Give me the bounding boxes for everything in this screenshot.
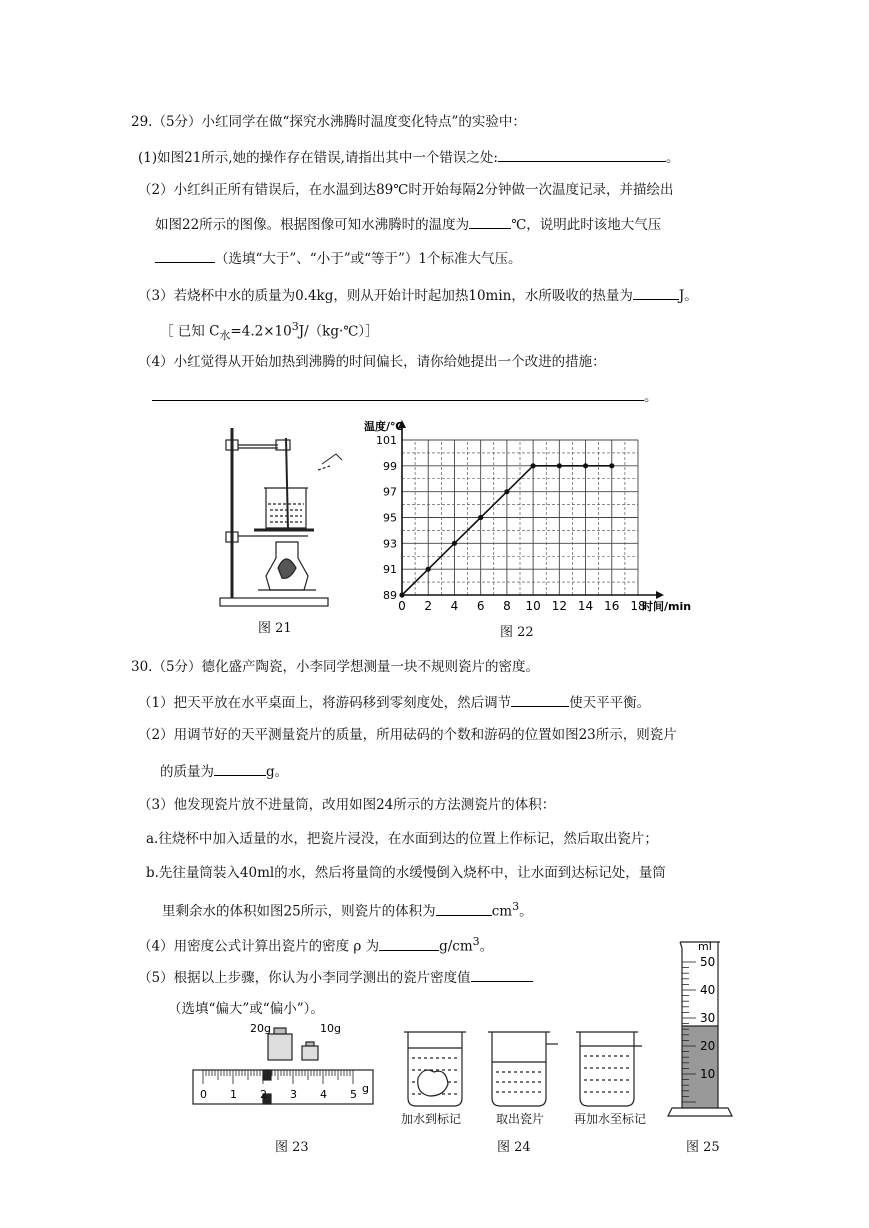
answer-blank-2[interactable]	[469, 214, 511, 229]
answer-blank-10[interactable]	[471, 967, 533, 982]
beaker-1-label: 加水到标记	[401, 1112, 462, 1126]
q30-part1: （1）把天平放在水平桌面上，将游码移到零刻度处，然后调节 使天平平衡。	[138, 692, 650, 712]
figure-22-caption: 图 22	[500, 625, 534, 640]
y-tick-label: 93	[383, 537, 397, 551]
q30-step-a: a.往烧杯中加入适量的水，把瓷片浸没，在水面到达的位置上作标记，然后取出瓷片；	[146, 831, 658, 847]
answer-blank-7[interactable]	[214, 761, 266, 776]
q29-part2-line2: 如图22所示的图像。根据图像可知水沸腾时的温度为 ℃，说明此时该地大气压	[155, 214, 661, 234]
q30-part2-line1: （2）用调节好的天平测量瓷片的质量，所用砝码的个数和游码的位置如图23所示，则瓷片	[138, 727, 677, 743]
cylinder-tick-40: 40	[700, 983, 716, 997]
figure-23-balance	[190, 1018, 380, 1108]
q29-part4: （4）小红觉得从开始加热到沸腾的时间偏长，请你给她提出一个改进的措施：	[138, 354, 606, 370]
q29-part3-line1: （3）若烧杯中水的质量为0.4kg，则从开始计时起加热10min，水所吸收的热量为 J。	[138, 285, 698, 305]
y-tick-label: 89	[383, 589, 397, 602]
y-tick-label: 99	[383, 459, 397, 473]
data-point	[478, 515, 483, 520]
y-tick-label: 91	[383, 563, 397, 577]
chart-axes	[398, 420, 664, 599]
q30-heading: 30.（5分）德化盛产陶瓷，小李同学想测量一块不规则瓷片的密度。	[131, 659, 540, 675]
x-tick-label: 2	[424, 599, 433, 613]
answer-blank-5[interactable]	[152, 386, 644, 401]
weight-20g-label: 20g	[250, 1022, 271, 1035]
x-tick-label: 12	[551, 599, 567, 613]
data-point	[531, 463, 536, 468]
x-tick-label: 18	[630, 599, 646, 613]
scale-tick-3: 3	[290, 1088, 297, 1101]
scale-unit: g	[362, 1082, 369, 1095]
figure-24-caption: 图 24	[497, 1140, 531, 1155]
q29-part2-line3: （选填“大于”、“小于”或“等于”）1个标准大气压。	[155, 248, 522, 268]
chart-grid	[402, 440, 638, 595]
x-tick-label: 16	[604, 599, 620, 613]
answer-blank-3[interactable]	[155, 248, 215, 263]
q30-part4: （4）用密度公式计算出瓷片的密度 ρ 为 $g/cm^3$。	[138, 935, 494, 955]
figure-21-apparatus	[218, 418, 348, 608]
q30-part5-line2: （选填“偏大”或“偏小”）。	[168, 1001, 324, 1017]
cylinder-tick-30: 30	[700, 1011, 716, 1025]
figure-25-cylinder	[668, 938, 738, 1118]
q30-step-b-line1: b.先往量筒装入40ml的水，然后将量筒的水缓慢倒入烧杯中，让水面到达标记处，量筒	[146, 865, 666, 881]
data-point	[583, 463, 588, 468]
answer-blank-4[interactable]	[633, 285, 679, 300]
y-tick-label: 95	[383, 511, 397, 525]
beaker-3-label: 再加水至标记	[574, 1112, 647, 1126]
x-tick-label: 4	[450, 599, 459, 613]
scale-tick-5: 5	[350, 1088, 357, 1101]
q29-part4-answer-line: 。	[152, 386, 658, 406]
answer-blank-1[interactable]	[498, 147, 666, 162]
figure-23-caption: 图 23	[275, 1140, 309, 1155]
q30-step-b-line2: 里剩余水的体积如图25所示，则瓷片的体积为 $cm^3$。	[162, 900, 533, 920]
answer-blank-8[interactable]	[436, 901, 492, 916]
weight-10g-label: 10g	[320, 1022, 341, 1035]
beaker-2-label: 取出瓷片	[496, 1112, 545, 1126]
x-tick-label: 8	[503, 599, 511, 613]
q29-part1: (1)如图21所示,她的操作存在错误,请指出其中一个错误之处: 。	[138, 147, 679, 167]
data-point	[609, 463, 614, 468]
cylinder-unit: ml	[698, 940, 712, 953]
data-point	[426, 567, 431, 572]
scale-tick-0: 0	[200, 1088, 207, 1101]
data-point	[399, 592, 404, 597]
x-tick-label: 0	[398, 599, 406, 613]
chart-x-axis-label: 时间/min	[642, 600, 692, 613]
data-point	[557, 463, 562, 468]
scale-tick-4: 4	[320, 1088, 327, 1101]
x-axis-arrow	[656, 591, 664, 599]
x-tick-label: 14	[577, 599, 594, 613]
q29-part3-line2: ［ 已知 $C_水=4.2\times 10^3J/(kg\cdot℃)]$	[160, 320, 379, 343]
figure-22-chart	[362, 418, 692, 618]
q29-heading: 29.（5分）小红同学在做“探究水沸腾时温度变化特点”的实验中：	[131, 114, 526, 130]
cylinder-tick-20: 20	[700, 1039, 716, 1053]
data-point	[452, 541, 457, 546]
scale-tick-2: 2	[260, 1088, 267, 1101]
q30-part5: （5）根据以上步骤，你认为小李同学测出的瓷片密度值	[138, 967, 533, 987]
y-tick-label: 97	[383, 485, 397, 499]
q29-part2-line1: （2）小红纠正所有错误后，在水温到达89℃时开始每隔2分钟做一次温度记录，并描绘出	[138, 182, 674, 198]
answer-blank-9[interactable]	[379, 936, 439, 951]
cylinder-tick-10: 10	[700, 1067, 716, 1081]
chart-ticks	[376, 434, 646, 613]
chart-y-axis-label: 温度/℃	[364, 420, 404, 433]
y-tick-label: 101	[376, 434, 397, 447]
q30-part3: （3）他发现瓷片放不进量筒，改用如图24所示的方法测瓷片的体积：	[138, 797, 556, 813]
answer-blank-6[interactable]	[511, 692, 569, 707]
q30-part2-line2: 的质量为 g。	[160, 761, 288, 781]
cylinder-tick-50: 50	[700, 955, 716, 969]
data-point	[504, 489, 509, 494]
x-tick-label: 10	[525, 599, 541, 613]
scale-tick-1: 1	[230, 1088, 237, 1101]
x-tick-label: 6	[476, 599, 485, 613]
figure-25-caption: 图 25	[686, 1140, 720, 1155]
figure-21-caption: 图 21	[258, 621, 292, 636]
figure-24-beakers	[400, 1028, 660, 1118]
